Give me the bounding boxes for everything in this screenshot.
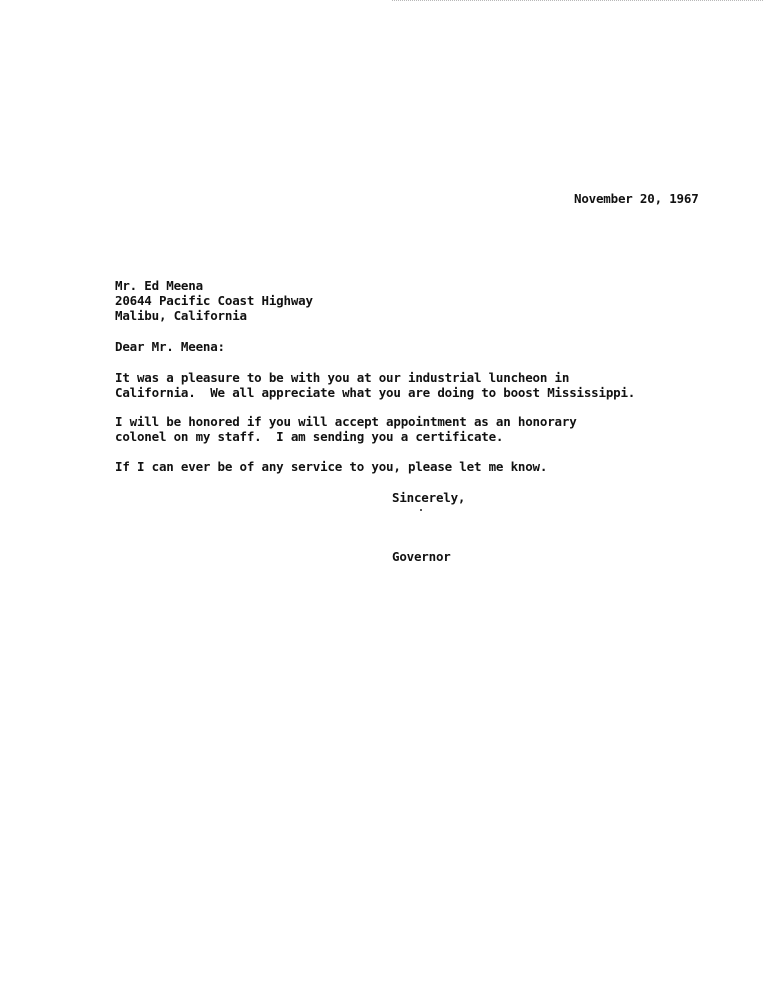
top-edge-rule [392,0,763,1]
closing: Sincerely, [392,490,466,505]
recipient-city: Malibu, California [115,308,247,323]
paragraph-1-line-2: California. We all appreciate what you are doing to boost Mississippi. [115,385,636,400]
recipient-street: 20644 Pacific Coast Highway [115,293,313,308]
salutation: Dear Mr. Meena: [115,339,225,354]
paragraph-3-line-1: If I can ever be of any service to you, please let me know. [115,459,548,474]
paragraph-2-line-2: colonel on my staff. I am sending you a certificate. [115,429,504,444]
signer-title: Governor [392,549,451,564]
recipient-name: Mr. Ed Meena [115,278,203,293]
paragraph-1-line-1: It was a pleasure to be with you at our industrial luncheon in [115,370,570,385]
ink-dot [420,509,422,511]
paragraph-2-line-1: I will be honored if you will accept appointment as an honorary [115,414,577,429]
letter-date: November 20, 1967 [574,191,699,206]
